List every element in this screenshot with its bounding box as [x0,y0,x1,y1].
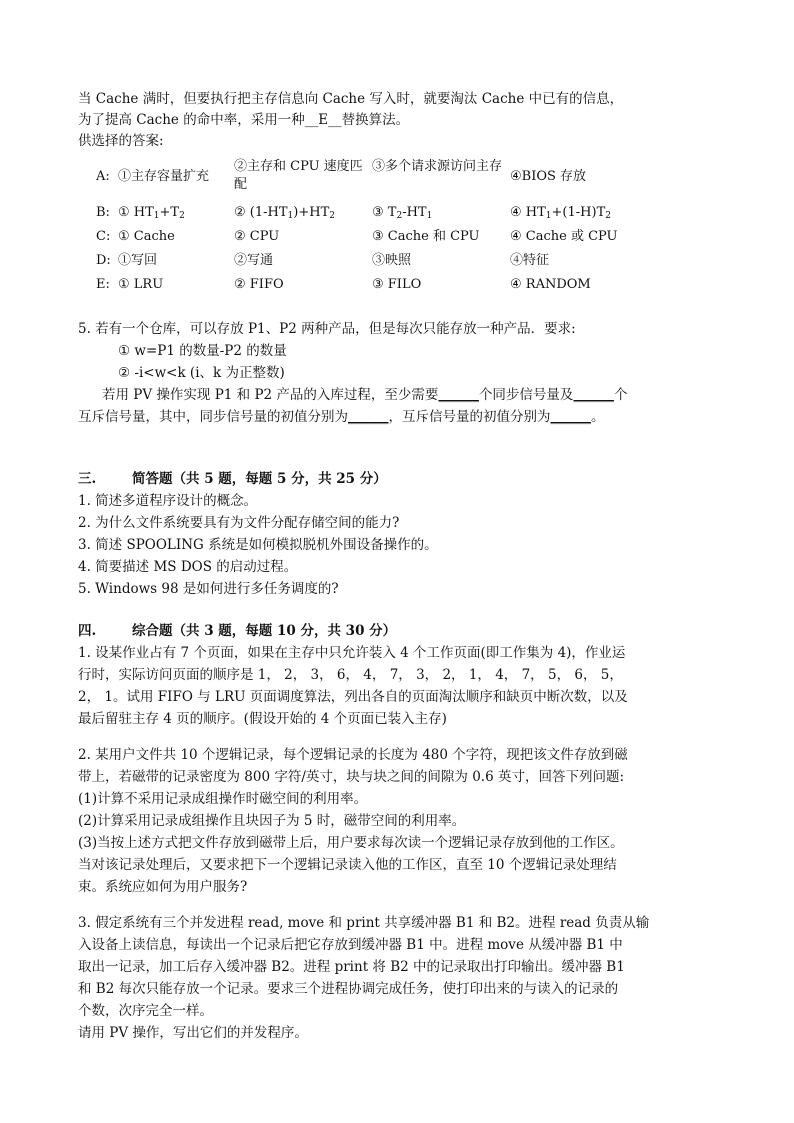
option-e-label: E: [96,277,110,292]
section-4-heading: 四. 综合题（共 3 题，每题 10 分，共 30 分） [78,623,397,639]
option-b-4: ④ $HT_1+(1-H)T_2$ [510,205,611,221]
option-d-4: ④特征 [510,253,550,268]
s4-q3-line: 入设备上读信息，每读出一个记录后把它存放到缓冲器 B1 中。进程 move 从缓冲器 B1 中 [78,937,623,953]
s4-q1-line: 最后留驻主存 4 页的顺序。(假设开始的 4 个页面已装入主存) [78,711,447,727]
s4-q1-line: 行时，实际访问页面的顺序是 1， 2， 3， 6， 4， 7， 3， 2， 1， 4， 7， 5， 6， 5， [78,667,623,683]
section-3-item: 2. 为什么文件系统要具有为文件分配存储空间的能力? [78,515,400,531]
section-3-item: 3. 简述 SPOOLING 系统是如何模拟脱机外围设备操作的。 [78,537,438,553]
section-3-item: 4. 简要描述 MS DOS 的启动过程。 [78,559,298,575]
option-d-2: ②写通 [234,253,274,268]
s4-q2-line: 带上，若磁带的记录密度为 800 字符/英寸，块与块之间的间隙为 0.6 英寸，回答下列问题: [78,769,624,785]
fill-blank: ______ [438,387,479,403]
option-c-label: C: [96,229,111,244]
option-c-1: ① Cache [118,229,175,244]
option-c-3: ③ Cache 和 CPU [372,229,480,244]
intro-line-3: 供选择的答案: [78,133,164,149]
s4-q2-line: (3)当按上述方式把文件存放到磁带上后，用户要求每次读一个逻辑记录存放到他的工作区。 [78,835,624,851]
option-d-label: D: [96,253,111,268]
s4-q2-line: 束。系统应如何为用户服务? [78,879,248,895]
option-a-1: ①主存容量扩充 [118,169,210,184]
q5-line-2: ① w=P1 的数量-P2 的数量 [118,343,287,359]
s4-q1-line: 1. 设某作业占有 7 个页面，如果在主存中只允许装入 4 个工作页面(即工作集为 4)，作业运 [78,645,626,661]
q5-line-1: 5. 若有一个仓库，可以存放 P1、P2 两种产品，但是每次只能存放一种产品．要求: [78,321,576,337]
section-3-heading: 三. 简答题（共 5 题，每题 5 分，共 25 分） [78,471,387,487]
option-a-label: A: [96,169,110,184]
s4-q2-line: 2. 某用户文件共 10 个逻辑记录，每个逻辑记录的长度为 480 个字符，现把该文件存放到磁 [78,747,628,763]
s4-q2-line: (1)计算不采用记录成组操作时磁空间的利用率。 [78,791,368,807]
intro-line-1: 当 Cache 满时，但要执行把主存信息向 Cache 写入时，就要淘汰 Cache 中已有的信息， [78,91,624,107]
option-c-4: ④ Cache 或 CPU [510,229,618,244]
option-b-2: ② $(1-HT_1)+HT_2$ [234,205,335,221]
s4-q3-line: 个数，次序完全一样。 [78,1003,213,1019]
option-e-4: ④ RANDOM [510,277,591,292]
s4-q2-line: 当对该记录处理后，又要求把下一个逻辑记录读入他的工作区，直至 10 个逻辑记录处理结 [78,857,617,873]
option-b-label: B: [96,205,110,220]
s4-q3-line: 取出一记录，加工后存入缓冲器 B2。进程 print 将 B2 中的记录取出打印输出。缓冲器 B1 [78,959,625,975]
intro-line-2-post: 替换算法。 [341,112,410,128]
fill-blank: ______ [348,409,389,425]
section-3-item: 5. Windows 98 是如何进行多任务调度的? [78,581,339,597]
q5-line-3: ② -i<w<k (i、k 为正整数) [118,365,285,381]
s4-q1-line: 2， 1。试用 FIFO 与 LRU 页面调度算法，列出各自的页面淘汰顺序和缺页中断次数，以及 [78,689,628,705]
option-a-4: ④BIOS 存放 [510,169,587,184]
option-e-1: ① LRU [118,277,164,292]
answer-blank-e: __E__ [304,112,342,128]
option-a-3: ③多个请求源访问主存 [372,159,503,174]
option-e-2: ② FIFO [234,277,284,292]
fill-blank: ______ [550,409,591,425]
intro-line-2 [78,111,409,130]
q5-line-5: 互斥信号量，其中，同步信号量的初值分别为______，互斥信号量的初值分别为______。 [78,409,605,425]
section-3-item: 1. 简述多道程序设计的概念。 [78,493,258,509]
option-b-1: ① $HT_1+T_2$ [118,205,185,221]
option-b-3: ③ $T_2-HT_1$ [372,205,433,221]
s4-q3-line: 和 B2 每次只能存放一个记录。要求三个进程协调完成任务，使打印出来的与读入的记录的 [78,981,619,997]
s4-q2-line: (2)计算采用记录成组操作且块因子为 5 时，磁带空间的利用率。 [78,813,466,829]
option-c-2: ② CPU [234,229,280,244]
fill-blank: ______ [573,387,614,403]
q5-line-4: 若用 PV 操作实现 P1 和 P2 产品的入库过程，至少需要______个同步信号量及______个 [102,387,628,403]
s4-q3-line: 请用 PV 操作，写出它们的并发程序。 [78,1025,308,1041]
s4-q3-line: 3. 假定系统有三个并发进程 read, move 和 print 共享缓冲器 B1 和 B2。进程 read 负责从输 [78,915,650,931]
intro-line-2-pre: 为了提高 Cache 的命中率，采用一种 [78,112,305,128]
option-d-3: ③映照 [372,253,412,268]
option-d-1: ①写回 [118,253,158,268]
option-e-3: ③ FILO [372,277,422,292]
option-a-2: ②主存和 CPU 速度匹配 [234,159,363,192]
